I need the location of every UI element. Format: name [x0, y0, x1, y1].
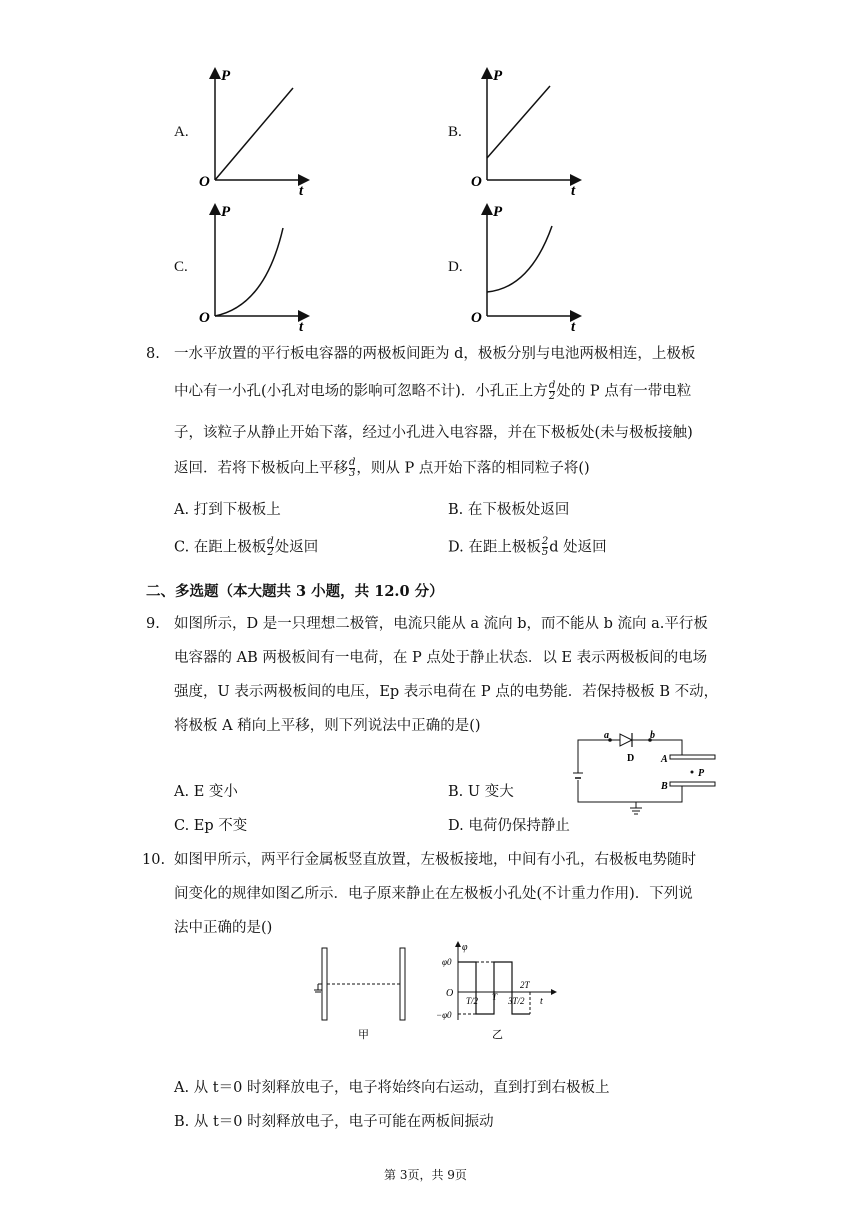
q8-line1: 一水平放置的平行板电容器的两极板间距为 d，极板分别与电池两极相连，上极板: [174, 346, 696, 362]
q9-option-a: A. E 变小: [174, 784, 238, 800]
q9-option-d: D. 电荷仍保持静止: [448, 818, 570, 834]
q9-number: 9.: [146, 616, 160, 632]
circuit-diagram: [570, 728, 720, 820]
svg-text:O: O: [471, 174, 482, 190]
q9-line2: 电容器的 AB 两极板间有一电荷，在 P 点处于静止状态．以 E 表示两极板间的电场: [174, 650, 708, 666]
svg-text:b: b: [650, 730, 655, 741]
svg-text:2T: 2T: [520, 980, 530, 990]
q8-line2: 中心有一小孔(小孔对电场的影响可忽略不计)．小孔正上方 $\frac{d}{2}$ 处的 P 点有一带电粒: [174, 380, 692, 402]
svg-text:D: D: [627, 753, 635, 764]
origin-label: O: [199, 174, 210, 190]
q8-line3: 子，该粒子从静止开始下落，经过小孔进入电容器，并在下极板处(未与极板接触): [174, 425, 693, 441]
option-d-label: D.: [448, 259, 463, 275]
axis-p-label: P: [221, 68, 231, 84]
svg-text:A: A: [661, 754, 668, 765]
svg-text:−φ0: −φ0: [436, 1010, 452, 1020]
q8-option-d: D. 在距上极板 $\frac{2}{5}$ d 处返回: [448, 536, 607, 558]
graph-c: [195, 198, 315, 333]
page-footer: 第 3页，共 9页: [384, 1168, 467, 1182]
q8-option-a: A. 打到下极板上: [174, 502, 281, 518]
q8-line4: 返回．若将下极板向上平移 $\frac{d}{3}$ ，则从 P 点开始下落的相同粒子将(): [174, 457, 590, 479]
svg-text:t: t: [571, 183, 576, 197]
q10-number: 10.: [142, 852, 166, 868]
option-c-label: C.: [174, 259, 188, 275]
q8-number: 8.: [146, 346, 160, 362]
graph-b: [470, 62, 590, 197]
svg-text:O: O: [199, 310, 210, 326]
q10-line2: 间变化的规律如图乙所示．电子原来静止在左极板小孔处(不计重力作用)．下列说: [174, 886, 693, 902]
svg-text:φ: φ: [462, 942, 468, 953]
q10-option-b: B. 从 t＝0 时刻释放电子，电子可能在两板间振动: [174, 1114, 494, 1130]
figure-jia: [310, 938, 420, 1043]
q8-option-b: B. 在下极板处返回: [448, 502, 570, 518]
graph-d: [470, 198, 590, 333]
svg-text:t: t: [571, 319, 576, 333]
graph-a: [195, 62, 315, 197]
svg-text:O: O: [471, 310, 482, 326]
svg-text:t: t: [540, 996, 543, 1007]
svg-text:O: O: [446, 988, 454, 999]
svg-text:3T/2: 3T/2: [508, 996, 525, 1006]
q10-option-a: A. 从 t＝0 时刻释放电子，电子将始终向右运动，直到打到右极板上: [174, 1080, 610, 1096]
svg-text:a: a: [604, 730, 609, 741]
svg-text:φ0: φ0: [442, 957, 452, 967]
svg-text:甲: 甲: [358, 1029, 369, 1041]
svg-text:t: t: [299, 319, 304, 333]
svg-text:P: P: [493, 204, 503, 220]
q9-option-b: B. U 变大: [448, 784, 514, 800]
section-title: 二、多选题（本大题共 3 小题，共 12.0 分）: [146, 583, 444, 600]
option-b-label: B.: [448, 124, 462, 140]
option-a-label: A.: [174, 124, 189, 140]
svg-text:P: P: [221, 204, 231, 220]
svg-text:B: B: [661, 781, 668, 792]
q10-line3: 法中正确的是(): [174, 920, 273, 936]
q9-option-c: C. Ep 不变: [174, 818, 248, 834]
svg-text:T/2: T/2: [466, 996, 479, 1006]
q8-option-c: C. 在距上极板 $\frac{d}{2}$ 处返回: [174, 536, 319, 558]
svg-text:P: P: [698, 768, 705, 779]
q9-line1: 如图所示，D 是一只理想二极管，电流只能从 a 流向 b，而不能从 b 流向 a.平行板: [174, 616, 708, 632]
q9-line3: 强度，U 表示两极板间的电压，Ep 表示电荷在 P 点的电势能．若保持极板 B 不动，: [174, 684, 719, 700]
q10-line1: 如图甲所示，两平行金属板竖直放置，左极板接地，中间有小孔，右极板电势随时: [174, 852, 696, 868]
q9-line4: 将极板 A 稍向上平移，则下列说法中正确的是(): [174, 718, 481, 734]
svg-text:T: T: [492, 992, 498, 1002]
figure-yi: [436, 938, 561, 1043]
axis-t-label: t: [299, 183, 304, 197]
svg-text:乙: 乙: [492, 1029, 503, 1041]
svg-text:P: P: [493, 68, 503, 84]
